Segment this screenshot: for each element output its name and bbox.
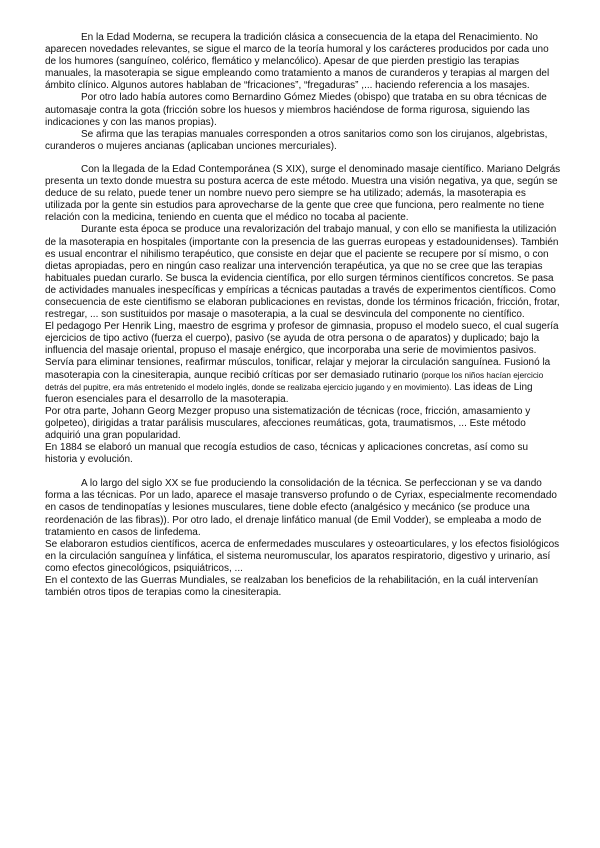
paragraph-ling bbox=[45, 321, 562, 406]
paragraph-gomez-miedes: Por otro lado había autores como Bernardino Gómez Miedes (obispo) que trataba en su obra técnicas de automasaje contra la gota (fricción sobre los huesos y miembros haciéndose de forma rigurosa, siguiendo las indicaciones y con las manos propias). bbox=[45, 92, 547, 128]
paragraph-edad-moderna: En la Edad Moderna, se recupera la tradición clásica a consecuencia de la etapa del Renacimiento. No aparecen novedades relevantes, se sigue el marco de la teoría humoral y los carácteres producidos por cada uno de los humores (sanguíneo, colérico, flemático y melancólico). Apesar de que pierden prestigio las terapias manuales, la masoterapia se sigue empleando como tratamiento a manos de curanderos y terapias al margen del ámbito clínico. Algunos autores hablaban de “fricaciones”, “fregaduras” ,... haciendo referencia a los masajes. bbox=[45, 32, 550, 92]
ling-conclusion: Las ideas de Ling fueron esenciales para el desarrollo de la masoterapia. bbox=[45, 381, 533, 405]
paragraph-revalorizacion: Durante esta época se produce una revalorización del trabajo manual, y con ello se manifiesta la utilización de la masoterapia en hospitales (importante con la presencia de las guerras europeas y estadounidenses). También es usual encontrar el nihilismo terapéutico, que consiste en dejar que el paciente se recupere por sí mismo, o con dietas apropiadas, pero en ningún caso realizar una intervención terapéutica, ya que no se cree que las terapias habituales puedan curarlo. Se busca la evidencia científica, por ello surgen términos científicos concretos. Se pasa de actividades manuales inespecíficas y empíricas a técnicas pautadas a través de experimentos científicos. Como consecuencia de este cientifismo se elaboran publicaciones en revistas, donde los términos fricación, fricción, frotar, restregar, ... son sustituidos por masaje o masoterapia, a la cual se desvincula del componente no científico. bbox=[45, 224, 560, 321]
paragraph-estudios: Se elaboraron estudios científicos, acerca de enfermedades musculares y osteoarticulares, y los efectos fisiológicos en la circulación sanguínea y linfática, el sistema neuromuscular, los aparatos respiratorio, digestivo y urinario, así como efectos ginecológicos, psiquiátricos, ... bbox=[45, 538, 560, 574]
ling-small-note: (porque los niños hacían ejercicio detrás del pupitre, era más entretenido el modelo inglés, donde se realizaba ejercicio jugando y en movimiento). bbox=[45, 370, 544, 392]
paragraph-sanitarios: Se afirma que las terapias manuales corresponden a otros sanitarios como son los cirujanos, algebristas, curanderos o mujeres ancianas (aplicaban unciones mercuriales). bbox=[45, 128, 548, 152]
paragraph-mezger: Por otra parte, Johann Georg Mezger propuso una sistematización de técnicas (roce, fricción, amasamiento y golpeteo), dirigidas a tratar parálisis musculares, afecciones reumáticas, gota, traumatismos, ... Este método adquirió una gran popularidad. bbox=[45, 405, 531, 441]
paragraph-edad-contemporanea: Con la llegada de la Edad Contemporánea (S XIX), surge el denominado masaje científico. Mariano Delgrás presenta un texto donde muestra su postura acerca de este método. Muestra una visión negativa, ya que, según se deduce de su relato, puede tener un nombre nuevo pero siempre se ha utilizado; además, la masoterapia es utilizada por la gente sin estudios para aprovecharse de la gente que cree que funciona, pero realmente no tiene relación con la medicina, teniendo en cuenta que el médico no tocaba al paciente. bbox=[45, 163, 561, 224]
paragraph-siglo-xx: A lo largo del siglo XX se fue produciendo la consolidación de la técnica. Se perfeccionan y se va dando forma a las técnicas. Por un lado, aparece el masaje transverso profundo o de Cyriax, especialmente recomendado en casos de tendinopatías y lesiones musculares, tiene doble efecto (analgésico y mecánico (se produce una reordenación de las fibras)). Por otro lado, el drenaje linfático manual (de Emil Vodder), se empleaba a modo de tratamiento en casos de linfedema. bbox=[45, 478, 557, 538]
paragraph-1884: En 1884 se elaboró un manual que recogía estudios de caso, técnicas y aplicaciones concretas, así como su historia y evolución. bbox=[45, 442, 529, 466]
ling-text: El pedagogo Per Henrik Ling, maestro de esgrima y profesor de gimnasia, propuso el modelo sueco, el cual sugería ejercicios de tipo activo (fuerza el cuerpo), pasivo (se ayuda de otra persona o de aparatos) y duplicado; bajo la influencia del masaje oriental, propuso el masaje enérgico, que incorporaba una serie de movimientos pasivos. Servía para eliminar tensiones, reafirmar músculos, tonificar, relajar y mejorar la circulación sanguínea. Fusionó la masoterapia con la cinesiterapia, aunque recibió críticas por ser demasiado rutinario bbox=[45, 321, 559, 381]
paragraph-guerras: En el contexto de las Guerras Mundiales, se realzaban los beneficios de la rehabilitación, en la cuál intervenían también otros tipos de terapias como la cinesiterapia. bbox=[45, 575, 539, 599]
